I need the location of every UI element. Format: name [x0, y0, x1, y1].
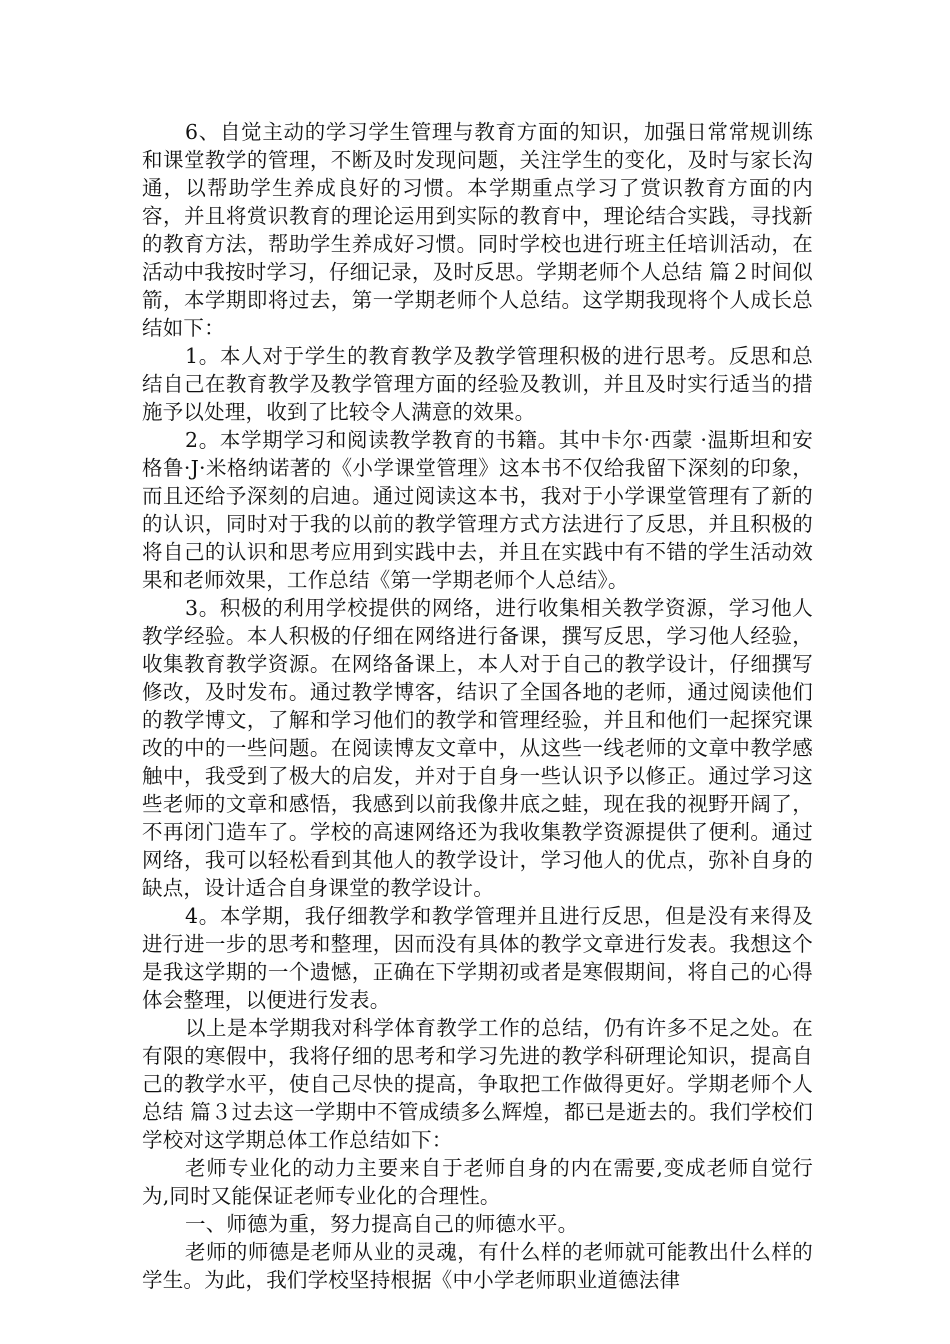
paragraph-summary: 以上是本学期我对科学体育教学工作的总结，仍有许多不足之处。在有限的寒假中，我将仔细的思考和学习先进的教学科研理论知识，提高自己的教学水平，使自己尽快的提高，争取把工作做得更好。学期老师个人总结 篇３过去这一学期中不管成绩多么辉煌，都已是逝去的。我们学校们学校对这学期总体工作总结如下： [142, 1016, 813, 1152]
paragraph-item-6: 6、自觉主动的学习学生管理与教育方面的知识，加强日常常规训练和课堂教学的管理，不断及时发现问题，关注学生的变化，及时与家长沟通，以帮助学生养成良好的习惯。本学期重点学习了赏识教育方面的内容，并且将赏识教育的理论运用到实际的教育中，理论结合实践，寻找新的教育方法，帮助学生养成好习惯。同时学校也进行班主任培训活动，在活动中我按时学习，仔细记录，及时反思。学期老师个人总结 篇２时间似箭，本学期即将过去，第一学期老师个人总结。这学期我现将个人成长总结如下： [142, 120, 813, 340]
paragraph-point-4: 4。本学期，我仔细教学和教学管理并且进行反思，但是没有来得及进行进一步的思考和整理，因而没有具体的教学文章进行发表。我想这个是我这学期的一个遗憾，正确在下学期初或者是寒假期间，将自己的心得体会整理，以便进行发表。 [142, 904, 813, 1012]
paragraph-professionalization: 老师专业化的动力主要来自于老师自身的内在需要,变成老师自觉行为,同时又能保证老师专业化的合理性。 [142, 1156, 813, 1208]
paragraph-point-2: 2。本学期学习和阅读教学教育的书籍。其中卡尔·西蒙 ·温斯坦和安格鲁·J·米格纳诺著的《小学课堂管理》这本书不仅给我留下深刻的印象，而且还给予深刻的启迪。通过阅读这本书，我对于小学课堂管理有了新的的认识，同时对于我的以前的教学管理方式方法进行了反思，并且积极的将自己的认识和思考应用到实践中去，并且在实践中有不错的学生活动效果和老师效果，工作总结《第一学期老师个人总结》。 [142, 428, 813, 592]
section-heading-ethics: 一、师德为重，努力提高自己的师德水平。 [185, 1212, 579, 1236]
document-body [142, 118, 813, 1294]
paragraph-ethics: 老师的师德是老师从业的灵魂，有什么样的老师就可能教出什么样的学生。为此，我们学校坚持根据《中小学老师职业道德法律 [142, 1240, 813, 1292]
paragraph-point-3: 3。积极的利用学校提供的网络，进行收集相关教学资源，学习他人教学经验。本人积极的仔细在网络进行备课，撰写反思，学习他人经验，收集教育教学资源。在网络备课上，本人对于自己的教学设计，仔细撰写修改，及时发布。通过教学博客，结识了全国各地的老师，通过阅读他们的教学博文，了解和学习他们的教学和管理经验，并且和他们一起探究课改的中的一些问题。在阅读博友文章中，从这些一线老师的文章中教学感触中，我受到了极大的启发，并对于自身一些认识予以修正。通过学习这些老师的文章和感悟，我感到以前我像井底之蛙，现在我的视野开阔了，不再闭门造车了。学校的高速网络还为我收集教学资源提供了便利。通过网络，我可以轻松看到其他人的教学设计，学习他人的优点，弥补自身的缺点，设计适合自身课堂的教学设计。 [142, 596, 813, 900]
paragraph-point-1: 1。本人对于学生的教育教学及教学管理积极的进行思考。反思和总结自己在教育教学及教学管理方面的经验及教训，并且及时实行适当的措施予以处理，收到了比较令人满意的效果。 [142, 344, 813, 424]
